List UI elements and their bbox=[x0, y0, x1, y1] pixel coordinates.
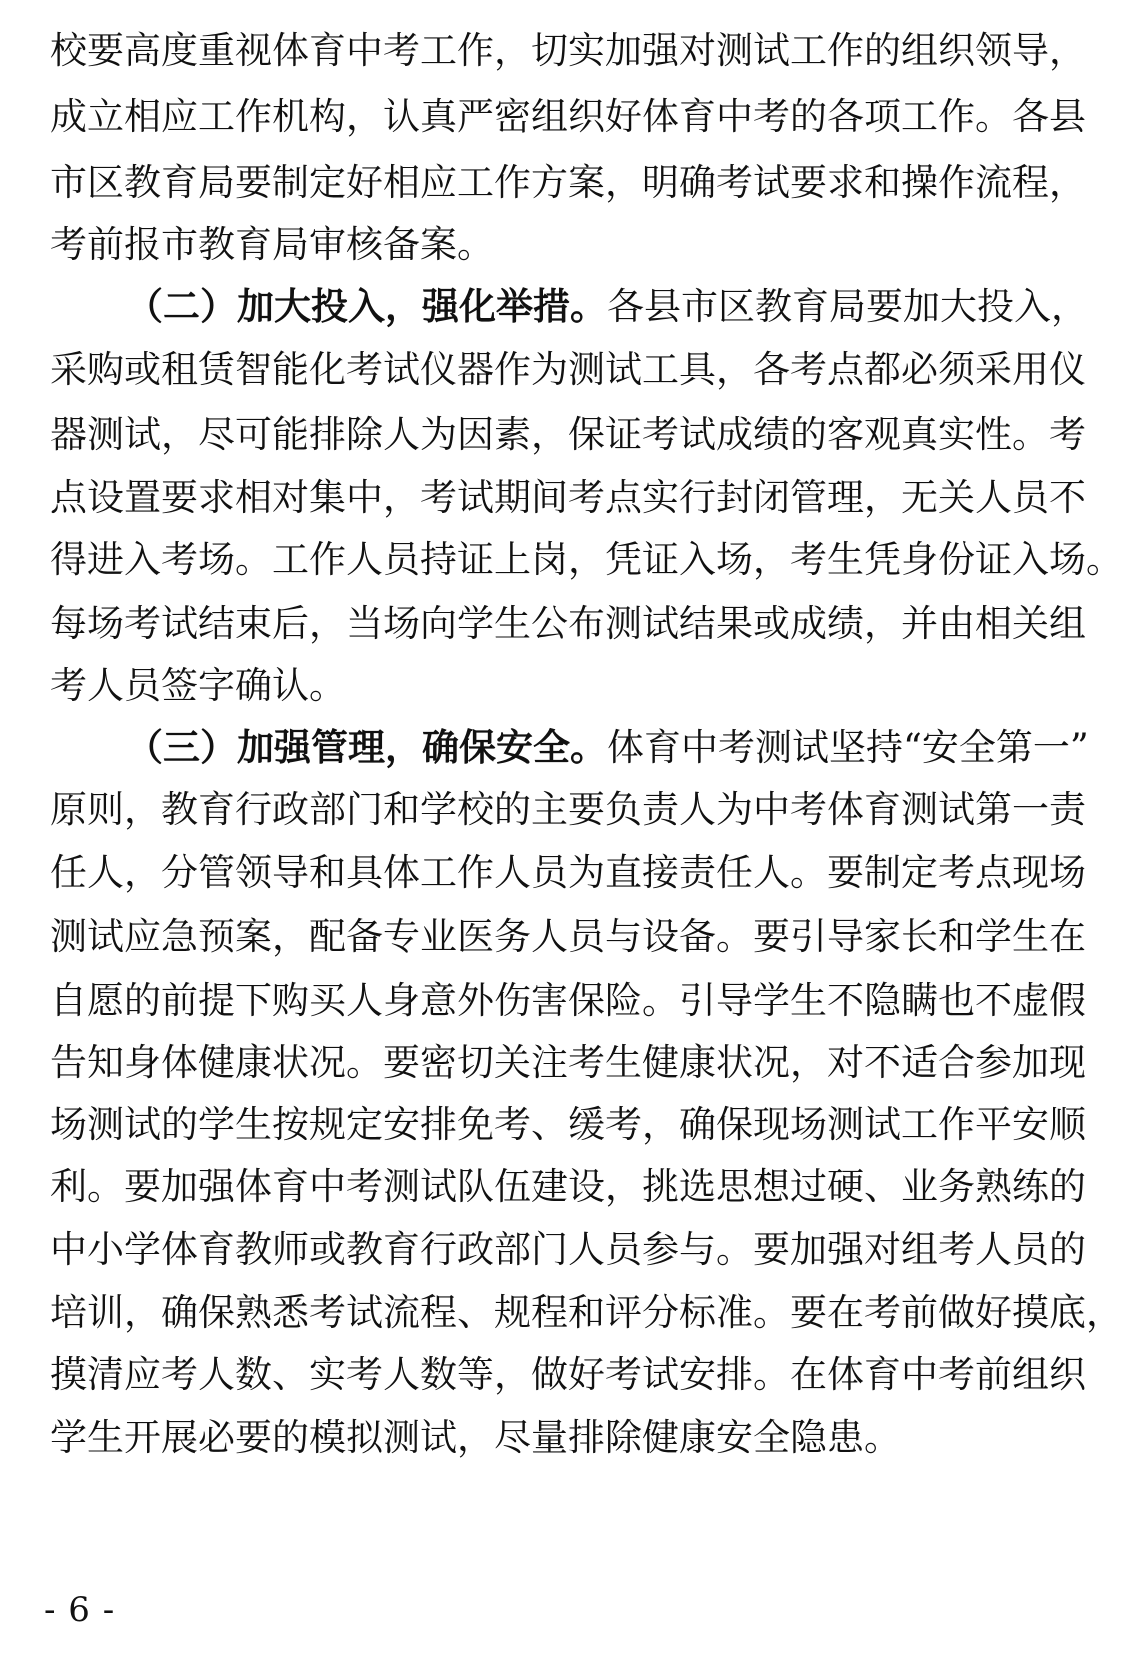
text-line: 每场考试结束后，当场向学生公布测试结果或成绩，并由相关组 bbox=[50, 602, 1086, 645]
text-line: 测试应急预案，配备专业医务人员与设备。要引导家长和学生在 bbox=[50, 915, 1086, 958]
text-line: 点设置要求相对集中，考试期间考点实行封闭管理，无关人员不 bbox=[50, 476, 1086, 519]
text-line: 成立相应工作机构，认真严密组织好体育中考的各项工作。各县 bbox=[50, 95, 1086, 138]
text-line: 自愿的前提下购买人身意外伤害保险。引导学生不隐瞒也不虚假 bbox=[50, 979, 1086, 1022]
page-number: - 6 - bbox=[44, 1590, 116, 1630]
text-line: 摸清应考人数、实考人数等，做好考试安排。在体育中考前组织 bbox=[50, 1353, 1086, 1396]
text-line: 考人员签字确认。 bbox=[50, 664, 346, 707]
text-line: 学生开展必要的模拟测试，尽量排除健康安全隐患。 bbox=[50, 1416, 901, 1459]
text-line: 任人，分管领导和具体工作人员为直接责任人。要制定考点现场 bbox=[50, 851, 1086, 894]
text-line: 告知身体健康状况。要密切关注考生健康状况，对不适合参加现 bbox=[50, 1041, 1086, 1084]
text-line: 得进入考场。工作人员持证上岗，凭证入场，考生凭身份证入场。 bbox=[50, 538, 1123, 581]
text-line: 市区教育局要制定好相应工作方案，明确考试要求和操作流程， bbox=[50, 161, 1086, 204]
text-line: 校要高度重视体育中考工作，切实加强对测试工作的组织领导， bbox=[50, 29, 1086, 72]
paragraph-first-line bbox=[126, 722, 1089, 772]
text-line: 考前报市教育局审核备案。 bbox=[50, 223, 494, 266]
text-span: 体育中考测试坚持“安全第一” bbox=[607, 726, 1089, 769]
text-line: 利。要加强体育中考测试队伍建设，挑选思想过硬、业务熟练的 bbox=[50, 1165, 1086, 1208]
paragraph-first-line bbox=[126, 281, 1088, 331]
text-line: 器测试，尽可能排除人为因素，保证考试成绩的客观真实性。考 bbox=[50, 413, 1086, 456]
text-line: 培训，确保熟悉考试流程、规程和评分标准。要在考前做好摸底， bbox=[50, 1291, 1123, 1334]
text-span: 各县市区教育局要加大投入， bbox=[607, 285, 1088, 328]
text-line: 原则，教育行政部门和学校的主要负责人为中考体育测试第一责 bbox=[50, 788, 1086, 831]
text-line: 场测试的学生按规定安排免考、缓考，确保现场测试工作平安顺 bbox=[50, 1103, 1086, 1146]
text-line: 中小学体育教师或教育行政部门人员参与。要加强对组考人员的 bbox=[50, 1228, 1086, 1271]
section-heading: （二）加大投入，强化举措。 bbox=[126, 284, 607, 328]
text-line: 采购或租赁智能化考试仪器作为测试工具，各考点都必须采用仪 bbox=[50, 348, 1086, 391]
section-heading: （三）加强管理，确保安全。 bbox=[126, 725, 607, 769]
